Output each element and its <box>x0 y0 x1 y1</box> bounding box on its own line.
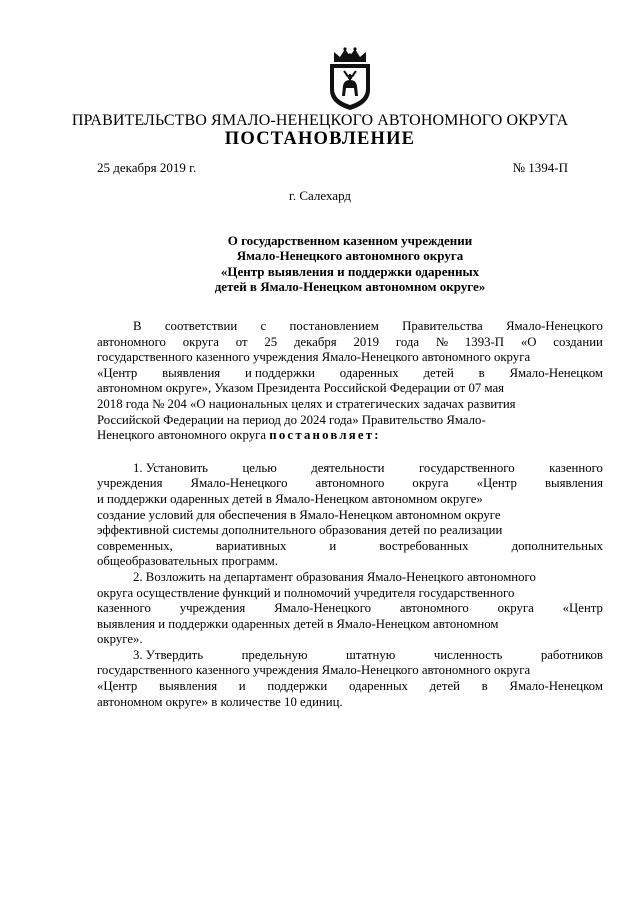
item-1-line: эффективной системы дополнительного образования детей по реализации <box>97 523 503 538</box>
item-3-line: «Центр выявления и поддержки одаренных детей в Ямало-Ненецком <box>97 679 603 694</box>
item-1-line: общеобразовательных программ. <box>97 554 278 569</box>
preamble-line: 2018 года № 204 «О национальных целях и стратегических задачах развития <box>97 396 516 411</box>
item-1-line: создание условий для обеспечения в Ямало-Ненецком автономном округе <box>97 507 501 522</box>
coat-of-arms-icon <box>322 46 378 112</box>
document-title <box>130 233 570 294</box>
title-line: О государственном казенном учреждении <box>227 233 473 248</box>
title-line: детей в Ямало-Ненецком автономном округе» <box>214 278 486 294</box>
preamble-line: автономного округа от 25 декабря 2019 года № 1393-П «О создании <box>97 334 603 349</box>
item-3-line: 3. Утвердить предельную штатную численность работников <box>133 647 603 662</box>
item-1-line: и поддержки одаренных детей в Ямало-Ненецком автономном округе» <box>97 491 483 506</box>
document-date: 25 декабря 2019 г. <box>97 160 197 175</box>
title-line: Ямало-Ненецкого автономного округа <box>236 248 464 264</box>
document-body <box>97 319 603 710</box>
preamble-line: «Центр выявления и поддержки одаренных детей в Ямало-Ненецком <box>97 365 603 380</box>
item-3-line: государственного казенного учреждения Ямало-Ненецкого автономного округа <box>97 663 531 678</box>
item-1-line: учреждения Ямало-Ненецкого автономного округа «Центр выявления <box>97 476 603 491</box>
preamble-line: В соответствии с постановлением Правительства Ямало-Ненецкого <box>133 319 603 333</box>
preamble-line: Ненецкого автономного округа постановляет: <box>97 428 381 443</box>
preamble-line: Российской Федерации на период до 2024 года» Правительство Ямало- <box>97 412 486 427</box>
title-line: «Центр выявления и поддержки одаренных <box>220 263 480 279</box>
resolution-word: постановляет: <box>269 428 381 443</box>
item-2-line: округе». <box>97 632 143 647</box>
preamble-line: государственного казенного учреждения Ямало-Ненецкого автономного округа <box>97 350 531 365</box>
organization-name: ПРАВИТЕЛЬСТВО ЯМАЛО-НЕНЕЦКОГО АВТОНОМНОГО ОКРУГА <box>71 112 569 129</box>
item-2-line: выявления и поддержки одаренных детей в Ямало-Ненецком автономном <box>97 616 499 631</box>
document-number: № 1394-П <box>512 160 568 175</box>
document-city: г. Салехард <box>288 188 352 203</box>
item-3-line: автономном округе» в количестве 10 единиц. <box>97 694 343 709</box>
item-1-line: 1. Установить целью деятельности государственного казенного <box>133 460 603 475</box>
item-2-line: округа осуществление функций и полномочий учредителя государственного <box>97 585 515 600</box>
item-1-line: современных, вариативных и востребованных дополнительных <box>97 538 603 553</box>
preamble-line: автономном округе», Указом Президента Российской Федерации от 07 мая <box>97 381 505 396</box>
item-2-line: 2. Возложить на департамент образования Ямало-Ненецкого автономного <box>133 569 536 584</box>
document-type: ПОСТАНОВЛЕНИЕ <box>224 129 416 149</box>
item-2-line: казенного учреждения Ямало-Ненецкого автономного округа «Центр <box>97 601 603 616</box>
